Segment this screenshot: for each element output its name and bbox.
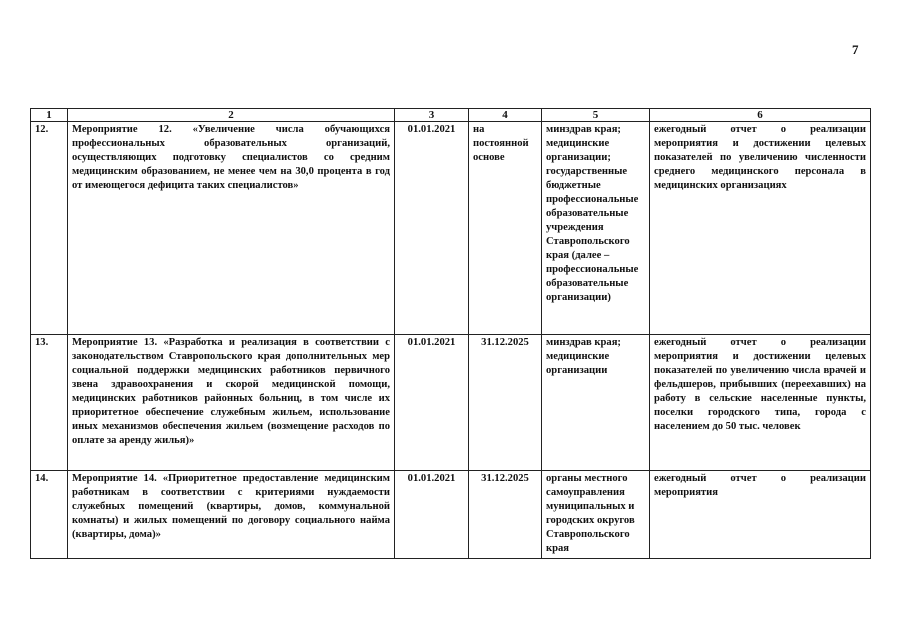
start-date: 01.01.2021 — [395, 122, 469, 335]
page-number: 7 — [852, 42, 859, 57]
column-header: 1 — [31, 109, 68, 122]
table-row — [31, 335, 871, 471]
column-header: 5 — [542, 109, 650, 122]
table-header-row — [31, 109, 871, 122]
column-header: 2 — [68, 109, 395, 122]
row-number: 12. — [31, 122, 68, 335]
measure-description: Мероприятие 14. «Приоритетное предоставление медицинским работникам в соответствии с критериями нуждаемости служебных помещений (квартиры, домов, коммунальной комнаты) и жилых помещений по договору социального найма (квартиры, дома)» — [68, 471, 395, 559]
executor: минздрав края; медицинские организации — [542, 335, 650, 471]
expected-result: ежегодный отчет о реализации мероприятия и достижении целевых показателей по увеличению численности среднего медицинского персонала в медицинских организациях — [650, 122, 871, 335]
end-date: на постоянной основе — [469, 122, 542, 335]
column-header: 6 — [650, 109, 871, 122]
measure-description: Мероприятие 12. «Увеличение числа обучающихся профессиональных образовательных организаций, осуществляющих подготовку специалистов со средним медицинским образованием, не менее чем на 30,0 процента в год от имеющегося дефицита таких специалистов» — [68, 122, 395, 335]
expected-result: ежегодный отчет о реализации мероприятия — [650, 471, 871, 559]
expected-result: ежегодный отчет о реализации мероприятия и достижении целевых показателей по увеличению числа врачей и фельдшеров, прибывших (переехавших) на работу в сельские населенные пункты, поселки городского типа, города с населением до 50 тыс. человек — [650, 335, 871, 471]
end-date: 31.12.2025 — [469, 335, 542, 471]
column-header: 3 — [395, 109, 469, 122]
row-number: 13. — [31, 335, 68, 471]
start-date: 01.01.2021 — [395, 471, 469, 559]
measure-description: Мероприятие 13. «Разработка и реализация в соответствии с законодательством Ставропольского края дополнительных мер социальной поддержки медицинских работников первичного звена здравоохранения и скорой медицинской помощи, медицинских работников районных больниц, в том числе их приоритетное обеспечение служебным жильем, использование иных механизмов обеспечения жильем (возмещение расходов по оплате за аренду жилья)» — [68, 335, 395, 471]
executor: минздрав края; медицинские организации; государственные бюджетные профессиональные образовательные учреждения Ставропольского края (далее – профессиональные образовательные организации) — [542, 122, 650, 335]
column-header: 4 — [469, 109, 542, 122]
start-date: 01.01.2021 — [395, 335, 469, 471]
end-date: 31.12.2025 — [469, 471, 542, 559]
executor: органы местного самоуправления муниципальных и городских округов Ставропольского края — [542, 471, 650, 559]
measures-table — [30, 108, 871, 559]
table-row — [31, 471, 871, 559]
row-number: 14. — [31, 471, 68, 559]
table-row — [31, 122, 871, 335]
